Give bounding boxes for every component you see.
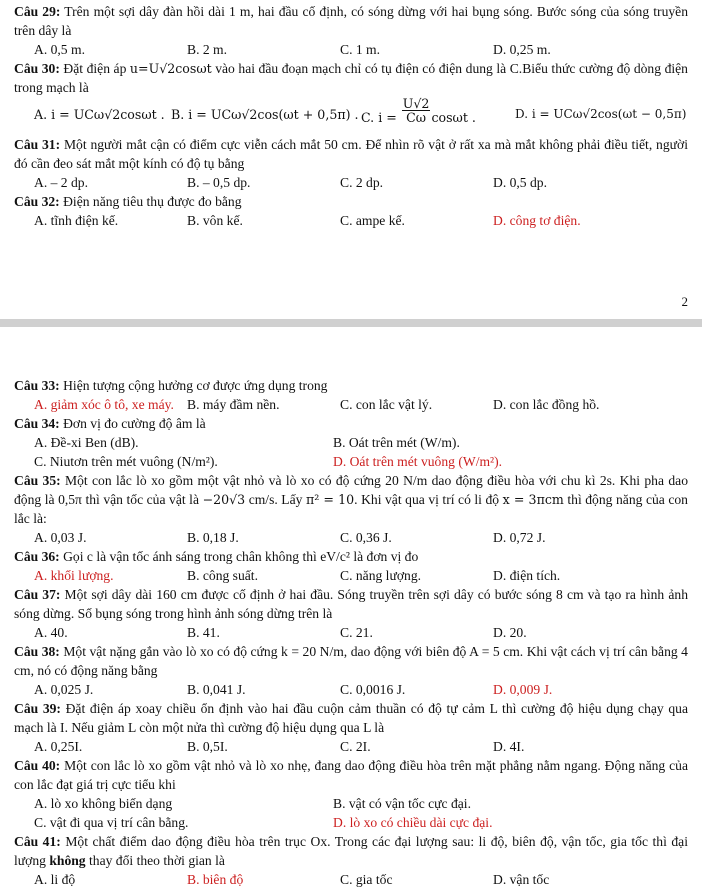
options-36 [14,566,688,585]
page-separator [0,319,702,327]
option-b[interactable]: B. i = UCω√2cos(ωt + 0,5π) . [171,107,359,122]
option-a[interactable]: A. khối lượng. [34,568,114,583]
option-b[interactable]: B. công suất. [187,568,258,583]
options-29 [14,40,688,59]
option-a[interactable]: A. lò xo không biến dạng [34,796,173,811]
options-31 [14,173,688,192]
fraction: $\frac{U√2}{C\omega}$ [402,96,430,125]
option-c[interactable]: C. năng lượng. [340,568,422,583]
option-d[interactable]: D. điện tích. [493,568,561,583]
question-30: Câu 30: Đặt điện áp u=U√2cosωt vào hai đầu đoạn mạch chỉ có tụ điện có điện dung là C.Biểu thức cường độ dòng điện trong mạch là [14,61,688,95]
option-b[interactable]: B. Oát trên mét (W/m). [333,435,460,450]
option-a[interactable]: A. – 2 dp. [34,175,88,190]
options-30 [14,97,688,131]
options-32 [14,211,688,230]
option-a[interactable]: A. tĩnh điện kế. [34,213,119,228]
question-37: Câu 37: Một sợi dây dài 160 cm được cố định ở hai đầu. Sóng truyền trên sợi dây có bước sóng 8 cm và tạo ra hình ảnh sóng dừng. Số bụng sóng trong hình ảnh sóng dừng trên là [14,587,688,621]
option-c[interactable]: C. 1 m. [340,42,381,57]
option-b[interactable]: B. máy đầm nền. [187,397,280,412]
options-35 [14,528,688,547]
option-d[interactable]: D. công tơ điện. [493,213,581,228]
option-c[interactable]: C. 0,0016 J. [340,682,406,697]
option-c[interactable]: C. vật đi qua vị trí cân bằng. [34,815,189,830]
options-38 [14,680,688,699]
question-41: Câu 41: Một chất điểm dao động điều hòa trên trục Ox. Trong các đại lượng sau: li độ, biên độ, vận tốc, gia tốc thì đại lượng không thay đổi theo thời gian là [14,834,688,868]
options-41 [14,870,688,889]
option-b[interactable]: B. 0,18 J. [187,530,239,545]
question-33: Câu 33: Hiện tượng cộng hưởng cơ được ứng dụng trong [14,378,328,393]
option-c[interactable]: C. ampe kế. [340,213,405,228]
option-c[interactable]: C. 0,36 J. [340,530,392,545]
option-c[interactable]: C. gia tốc [340,872,393,887]
option-a[interactable]: A. 0,025 J. [34,682,94,697]
question-38: Câu 38: Một vật nặng gắn vào lò xo có độ cứng k = 20 N/m, dao động với biên độ A = 5 cm. Khi vật cách vị trí cân bằng 4 cm, nó có động năng bằng [14,644,688,678]
question-32: Câu 32: Điện năng tiêu thụ được đo bằng [14,194,242,209]
options-40-row1 [14,794,688,813]
question-40: Câu 40: Một con lắc lò xo gồm vật nhỏ và lò xo nhẹ, đang dao động điều hòa trên mặt phẳng nằm ngang. Động năng của con lắc đạt giá trị cực tiểu khi [14,758,688,792]
option-c[interactable]: C. con lắc vật lý. [340,397,433,412]
option-b[interactable]: B. vôn kế. [187,213,243,228]
top-section [14,2,688,230]
option-b[interactable]: B. 2 m. [187,42,228,57]
question-39: Câu 39: Đặt điện áp xoay chiều ổn định vào hai đầu cuộn cảm thuần có độ tự cảm L thì cường độ hiệu dụng chạy qua mạch là I. Nếu giảm L còn một nửa thì cường độ hiệu dụng qua L là [14,701,688,735]
option-a[interactable]: A. 40. [34,625,68,640]
option-c[interactable]: C. Niutơn trên mét vuông (N/m²). [34,454,218,469]
option-b[interactable]: B. 41. [187,625,220,640]
option-d[interactable]: D. 0,009 J. [493,682,553,697]
option-d[interactable]: D. 0,72 J. [493,530,546,545]
option-b[interactable]: B. 0,041 J. [187,682,246,697]
option-d[interactable]: D. lò xo có chiều dài cực đại. [333,815,493,830]
option-c[interactable]: C. 21. [340,625,373,640]
options-37 [14,623,688,642]
options-33 [14,395,688,414]
option-a[interactable]: A. giảm xóc ô tô, xe máy. [34,397,174,412]
option-d[interactable]: D. con lắc đồng hồ. [493,397,600,412]
question-29: Câu 29: Trên một sợi dây đàn hồi dài 1 m, hai đầu cố định, có sóng dừng với hai bụng sóng. Bước sóng của sóng truyền trên dây là [14,4,688,38]
option-a[interactable]: A. 0,03 J. [34,530,87,545]
page-number: 2 [681,294,688,309]
option-d[interactable]: D. 0,5 dp. [493,175,547,190]
option-a[interactable]: A. Đề-xi Ben (dB). [34,435,139,450]
option-d[interactable]: D. 20. [493,625,527,640]
question-34: Câu 34: Đơn vị đo cường độ âm là [14,416,206,431]
option-a[interactable]: A. 0,5 m. [34,42,85,57]
question-36: Câu 36: Gọi c là vận tốc ánh sáng trong chân không thì eV/c² là đơn vị đo [14,549,419,564]
option-a[interactable]: A. i = UCω√2cosωt . [34,107,165,122]
option-a[interactable]: A. li độ [34,872,76,887]
options-34-row2 [14,452,688,471]
option-d[interactable]: D. i = UCω√2cos(ωt − 0,5π) [515,107,687,121]
option-b[interactable]: B. biên độ [187,872,244,887]
options-40-row2 [14,813,688,832]
options-34-row1 [14,433,688,452]
option-c[interactable]: C. 2 dp. [340,175,384,190]
option-b[interactable]: B. vật có vận tốc cực đại. [333,796,471,811]
option-c[interactable]: C. 2I. [340,739,371,754]
option-d[interactable]: D. 4I. [493,739,525,754]
option-b[interactable]: B. – 0,5 dp. [187,175,251,190]
option-d[interactable]: D. Oát trên mét vuông (W/m²). [333,454,503,469]
question-31: Câu 31: Một người mắt cận có điểm cực viễn cách mắt 50 cm. Để nhìn rõ vật ở rất xa mà mắt không phải điều tiết, người đó cần đeo sát mắt một kính có độ tụ bằng [14,137,688,171]
bottom-section [14,376,688,889]
option-d[interactable]: D. 0,25 m. [493,42,551,57]
option-d[interactable]: D. vận tốc [493,872,550,887]
option-b[interactable]: B. 0,5I. [187,739,228,754]
question-35: Câu 35: Một con lắc lò xo gồm một vật nhỏ và lò xo có độ cứng 20 N/m dao động điều hòa với chu kì 2s. Khi pha dao động là 0,5π thì vận tốc của vật là −20√3 cm/s. Lấy π² = 10. Khi vật qua vị trí có li độ x = 3πcm thì động năng của con lắc là: [14,473,688,526]
option-c[interactable]: C. i = $\frac{U√2}{C\omega}$ cosωt . [361,96,476,125]
option-a[interactable]: A. 0,25I. [34,739,83,754]
options-39 [14,737,688,756]
